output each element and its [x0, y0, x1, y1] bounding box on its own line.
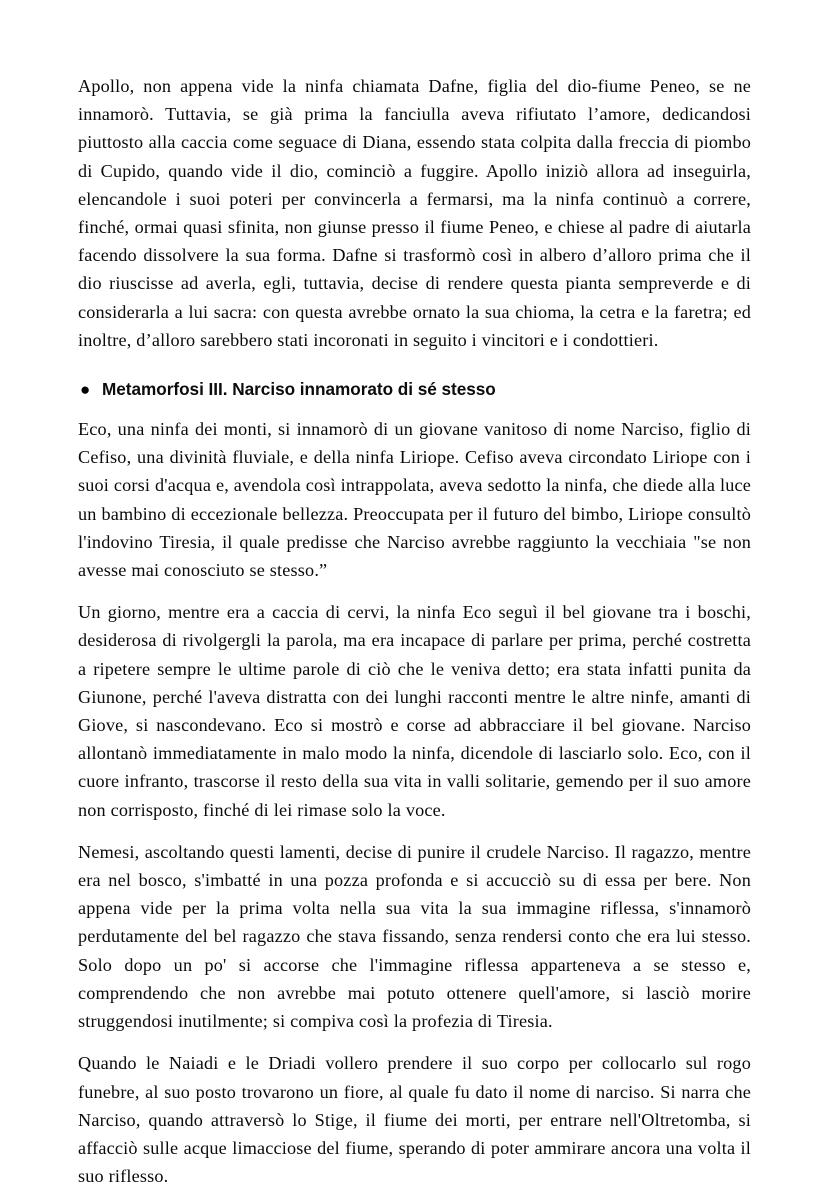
- paragraph-apollo-dafne: Apollo, non appena vide la ninfa chiamata Dafne, figlia del dio-fiume Peneo, se ne innamorò. Tuttavia, se già prima la fanciulla aveva rifiutato l’amore, dedicandosi piuttosto alla caccia come seguace di Diana, essendo stata colpita dalla freccia di piombo di Cupido, quando vide il dio, cominciò a fuggire. Apollo iniziò allora ad inseguirla, elencandole i suoi poteri per convincerla a fermarsi, ma la ninfa continuò a correre, finché, ormai quasi sfinita, non giunse presso il fiume Peneo, e chiese al padre di aiutarla facendo dissolvere la sua forma. Dafne si trasformò così in albero d’alloro prima che il dio riuscisse ad averla, egli, tuttavia, decise di rendere questa pianta sempreverde e di considerarla a lui sacra: con questa avrebbe ornato la sua chioma, la cetra e la faretra; ed inoltre, d’alloro sarebbero stati incoronati in seguito i vincitori e i condottieri.: [78, 76, 751, 350]
- paragraph-nemesi-punizione: Nemesi, ascoltando questi lamenti, decise di punire il crudele Narciso. Il ragazzo, mentre era nel bosco, s'imbatté in una pozza profonda e si accucciò su di essa per bere. Non appena vide per la prima volta nella sua vita la sua immagine riflessa, s'innamorò perdutamente del bel ragazzo che stava fissando, senza rendersi conto che era lui stesso. Solo dopo un po' si accorse che l'immagine riflessa apparteneva a se stesso e, comprendendo che non avrebbe mai potuto ottenere quell'amore, si lasciò morire struggendosi inutilmente; si compiva così la profezia di Tiresia.: [78, 841, 751, 1032]
- paragraph-eco-narciso-origine: Eco, una ninfa dei monti, si innamorò di un giovane vanitoso di nome Narciso, figlio di Cefiso, una divinità fluviale, e della ninfa Liriope. Cefiso aveva circondato Liriope con i suoi corsi d'acqua e, avendola così intrappolata, aveva sedotto la ninfa, che diede alla luce un bambino di eccezionale bellezza. Preoccupata per il futuro del bimbo, Liriope consultò l'indovino Tiresia, il quale predisse che Narciso avrebbe raggiunto la vecchiaia "se non avesse mai conosciuto se stesso.”: [78, 419, 751, 581]
- paragraph-naiadi-driadi: Quando le Naiadi e le Driadi vollero prendere il suo corpo per collocarlo sul rogo funebre, al suo posto trovarono un fiore, al quale fu dato il nome di narciso. Si narra che Narciso, quando attraversò lo Stige, il fiume dei morti, per entrare nell'Oltretomba, si affacciò sulle acque limacciose del fiume, sperando di poter ammirare ancora una volta il suo riflesso.: [78, 1053, 751, 1187]
- section-heading-metamorfosi-iii: [78, 376, 751, 403]
- paragraph-eco-caccia: Un giorno, mentre era a caccia di cervi, la ninfa Eco seguì il bel giovane tra i boschi, desiderosa di rivolgergli la parola, ma era incapace di parlare per prima, perché costretta a ripetere sempre le ultime parole di ciò che le veniva detto; era stata infatti punita da Giunone, perché l'aveva distratta con dei lunghi racconti mentre le altre ninfe, amanti di Giove, si nascondevano. Eco si mostrò e corse ad abbracciare il bel giovane. Narciso allontanò immediatamente in malo modo la ninfa, dicendole di lasciarlo solo. Eco, con il cuore infranto, trascorse il resto della sua vita in valli solitarie, gemendo per il suo amore non corrisposto, finché di lei rimase solo la voce.: [78, 602, 751, 820]
- bullet-icon: ●: [80, 380, 91, 400]
- section-heading-label: Metamorfosi III. Narciso innamorato di sé stesso: [102, 379, 496, 400]
- text-column: [78, 72, 751, 1190]
